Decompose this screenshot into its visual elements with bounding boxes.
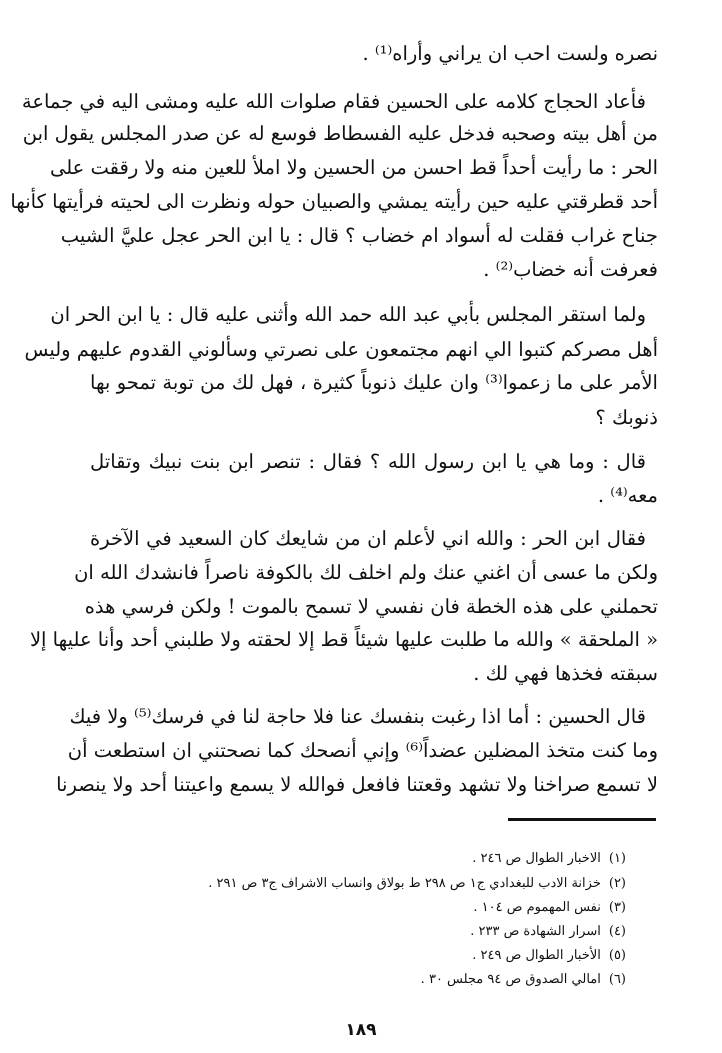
footnote: [421, 973, 626, 986]
footnote-text: الأخبار الطوال ص ٢٤٩ .: [472, 948, 601, 963]
body-line: وما كنت متخذ المضلين عضداً⁽⁶⁾ وإني أنصحك كما نصحتني ان استطعت أن: [67, 739, 658, 762]
body-line: ولكن ما عسى أن اغني عنك ولم اخلف لك بالكوفة ناصراً فانشدك الله ان: [74, 561, 658, 584]
body-line: أهل مصركم كتبوا الي انهم مجتمعون على نصرتي وسألوني القدوم عليهم وليس: [24, 338, 658, 361]
footnote-number: (٢): [608, 876, 626, 891]
footnote-divider: [508, 818, 656, 821]
footnote: [473, 901, 626, 914]
footnote: [470, 925, 626, 938]
body-line: الحر : ما رأيت أحداً قط احسن من الحسين ولا املأ للعين منه ولا رققت على: [49, 156, 658, 179]
body-line: الأمر على ما زعموا⁽³⁾ وان عليك ذنوباً كثيرة ، فهل لك من توبة تمحو بها: [90, 371, 658, 394]
footnote-text: امالي الصدوق ص ٩٤ مجلس ٣٠ .: [420, 972, 601, 987]
body-line: تحملني على هذه الخطة فان نفسي لا تسمح بالموت ! ولكن فرسي هذه: [84, 595, 658, 618]
footnote-text: خزانة الادب للبغدادي ج١ ص ٢٩٨ ط بولاق وانساب الاشراف ج٣ ص ٢٩١ .: [208, 876, 601, 891]
footnote: [472, 949, 626, 962]
body-line: ذنوبك ؟: [595, 406, 658, 429]
footnote: [208, 877, 626, 890]
footnote-number: (٦): [608, 972, 626, 987]
body-line: معه⁽⁴⁾ .: [597, 484, 658, 507]
body-line: من أهل بيته وصحبه فدخل عليه الفسطاط فوسع له عن صدر المجلس يقول ابن: [22, 122, 658, 145]
footnote-number: (٣): [608, 900, 626, 915]
footnote-text: الاخبار الطوال ص ٢٤٦ .: [472, 851, 601, 866]
page-number: ١٨٩: [345, 1020, 377, 1040]
footnote-text: نفس المهموم ص ١٠٤ .: [473, 900, 601, 915]
body-line: جناح غراب فقلت له أسواد ام خضاب ؟ قال : يا ابن الحر عجل عليَّ الشيب: [60, 224, 658, 247]
body-line: فعرفت أنه خضاب⁽²⁾ .: [483, 258, 658, 281]
footnote: [472, 852, 626, 865]
body-line: ولما استقر المجلس بأبي عبد الله حمد الله وأثنى عليه قال : يا ابن الحر ان: [50, 303, 646, 326]
footnote-number: (١): [608, 851, 626, 866]
footnote-number: (٤): [608, 924, 626, 939]
body-line: فأعاد الحجاج كلامه على الحسين فقام صلوات الله عليه ومشى اليه في جماعة: [21, 90, 646, 113]
body-line: قال : وما هي يا ابن رسول الله ؟ فقال : تنصر ابن بنت نبيك وتقاتل: [90, 450, 646, 473]
body-line: أحد قطرقتي عليه حين رأيته يمشي والصبيان حوله ونظرت الى لحيته فرأيتها كأنها: [10, 190, 658, 213]
body-line: قال الحسين : أما اذا رغبت بنفسك عنا فلا حاجة لنا في فرسك⁽⁵⁾ ولا فيك: [69, 705, 646, 728]
body-line: لا تسمع صراخنا ولا تشهد وقعتنا فافعل فوالله لا يسمع واعيتنا أحد ولا ينصرنا: [56, 773, 658, 796]
body-line: « الملحقة » والله ما طلبت عليها شيئاً قط إلا لحقته ولا طلبني أحد وأنا عليها إلا: [29, 628, 658, 651]
body-line: نصره ولست احب ان يراني وأراه⁽¹⁾ .: [362, 42, 658, 65]
footnote-number: (٥): [608, 948, 626, 963]
body-line: فقال ابن الحر : والله اني لأعلم ان من شايعك كان السعيد في الآخرة: [90, 527, 646, 550]
body-line: سبقته فخذها فهي لك .: [473, 662, 658, 685]
footnote-text: اسرار الشهادة ص ٢٣٣ .: [470, 924, 601, 939]
